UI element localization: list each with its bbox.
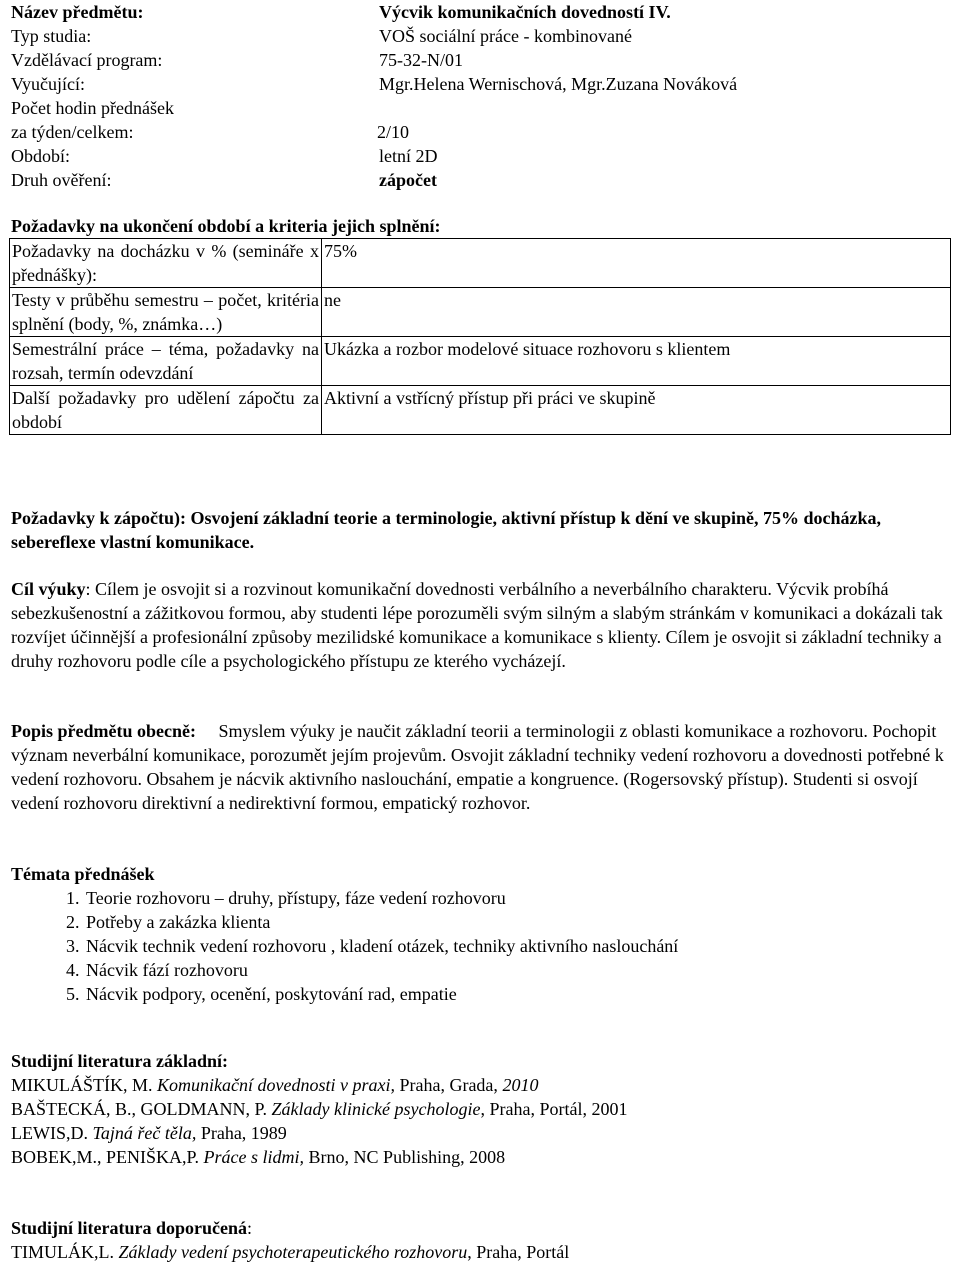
header-label: Název předmětu:	[11, 2, 144, 22]
goal-text: : Cílem je osvojit si a rozvinout komunikační dovednosti verbálního a neverbálního charakteru. Výcvik probíhá sebezkušenostní a zážitkovou formou, aby studenti lépe porozuměli svým silným a slabým stránkám v komunikaci a dokázali tak rozvíjet účinnější a profesionální způsoby mezilidské komunikace a komunikace s klienty. Cílem je osvojit si základní techniky a druhy rozhovoru podle cíle a psychologického přístupu ze kterého vycházejí.	[11, 579, 943, 671]
course-header	[11, 0, 951, 192]
topics-section	[11, 862, 951, 1006]
table-row	[10, 337, 951, 386]
literature-title: Základy vedení psychoterapeutického rozhovoru	[118, 1242, 468, 1262]
header-value: VOŠ sociální práce - kombinované	[379, 26, 632, 46]
literature-rest: Praha, Grada,	[394, 1075, 503, 1095]
description-text: Smyslem výuky je naučit základní teorii a terminologii z oblasti komunikace a rozhovoru. Pochopit význam neverbální komunikace, porozumět jejím projevům. Osvojit základní techniky vedení rozhovoru a dovednosti potřebné k vedení rozhovoru. Obsahem je nácvik aktivního naslouchání, empatie a kongruence. (Rogersovský přístup). Studenti si osvojí vedení rozhovoru direktivní a nedirektivní formou, empatický rozhovor.	[11, 721, 944, 813]
requirement-label: Požadavky na docházku v % (semináře x přednášky):	[10, 239, 322, 288]
requirement-label: Další požadavky pro udělení zápočtu za období	[10, 386, 322, 435]
table-row	[10, 239, 951, 288]
literature-title: Základy klinické psychologie	[271, 1099, 481, 1119]
goal-label: Cíl výuky	[11, 579, 86, 599]
literature-rest: , Praha, Portál	[467, 1242, 570, 1262]
description-section	[11, 719, 951, 815]
header-label: Vzdělávací program:	[11, 50, 163, 70]
literature-author: MIKULÁŠTÍK, M.	[11, 1075, 157, 1095]
requirement-label: Testy v průběhu semestru – počet, kritéria splnění (body, %, známka…)	[10, 288, 322, 337]
requirement-value: ne	[322, 288, 951, 337]
header-value: 75-32-N/01	[379, 50, 463, 70]
topics-list	[11, 886, 951, 1006]
literature-title: Práce s lidmi,	[203, 1147, 305, 1167]
credit-requirements: Požadavky k zápočtu): Osvojení základní teorie a terminologie, aktivní přístup k dění ve skupině, 75% docházka, sebereflexe vlastní komunikace.	[11, 508, 882, 552]
literature-author: TIMULÁK,L.	[11, 1242, 119, 1262]
header-label: Druh ověření:	[11, 170, 112, 190]
header-row-teachers	[11, 72, 951, 96]
topics-title: Témata přednášek	[11, 864, 155, 884]
literature-recommended-title: Studijní literatura doporučená	[11, 1218, 248, 1238]
requirement-label: Semestrální práce – téma, požadavky na rozsah, termín odevzdání	[10, 337, 322, 386]
requirements-table	[9, 238, 951, 435]
header-row-period	[11, 144, 951, 168]
literature-recommended-colon: :	[247, 1218, 253, 1238]
header-value: Mgr.Helena Wernischová, Mgr.Zuzana Nováková	[379, 74, 738, 94]
table-row	[10, 288, 951, 337]
literature-rest: , Praha, Portál, 2001	[480, 1099, 628, 1119]
requirement-value: Ukázka a rozbor modelové situace rozhovoru s klientem	[322, 337, 951, 386]
header-label: Typ studia:	[11, 26, 92, 46]
header-row-study-type	[11, 24, 951, 48]
header-row-hours	[11, 120, 951, 144]
table-row	[10, 386, 951, 435]
list-item: 1. Teorie rozhovoru – druhy, přístupy, fáze vedení rozhovoru	[84, 886, 951, 910]
header-value: 2/10	[377, 122, 410, 142]
requirements-title: Požadavky na ukončení období a kriteria jejich splnění:	[11, 216, 441, 236]
literature-recommended-section	[11, 1216, 951, 1264]
header-label: Počet hodin přednášek	[11, 98, 174, 118]
header-value: Výcvik komunikačních dovedností IV.	[379, 2, 671, 22]
literature-item	[11, 1240, 951, 1264]
header-row-course-name	[11, 0, 951, 24]
literature-year: 2010	[502, 1075, 539, 1095]
literature-basic-title: Studijní literatura základní:	[11, 1051, 229, 1071]
list-item: 2. Potřeby a zakázka klienta	[84, 910, 951, 934]
header-value: zápočet	[379, 170, 437, 190]
header-row-hours-label	[11, 96, 951, 120]
goal-section	[11, 577, 951, 673]
requirement-value: Aktivní a vstřícný přístup při práci ve skupině	[322, 386, 951, 435]
literature-title: Tajná řeč těla,	[92, 1123, 197, 1143]
literature-item	[11, 1097, 951, 1121]
header-row-program	[11, 48, 951, 72]
literature-item	[11, 1073, 951, 1097]
literature-item	[11, 1121, 951, 1145]
header-label: Vyučující:	[11, 74, 85, 94]
literature-item	[11, 1145, 951, 1169]
description-label: Popis předmětu obecně:	[11, 721, 196, 741]
list-item: 4. Nácvik fází rozhovoru	[84, 958, 951, 982]
literature-recommended-heading	[11, 1216, 951, 1240]
header-value: letní 2D	[379, 146, 438, 166]
requirements-section	[11, 214, 951, 435]
literature-basic-section	[11, 1049, 951, 1169]
literature-rest: Brno, NC Publishing, 2008	[304, 1147, 506, 1167]
literature-author: BAŠTECKÁ, B., GOLDMANN, P.	[11, 1099, 272, 1119]
header-row-assessment	[11, 168, 951, 192]
header-label: za týden/celkem:	[11, 122, 134, 142]
literature-rest: Praha, 1989	[196, 1123, 287, 1143]
list-item: 3. Nácvik technik vedení rozhovoru , kladení otázek, techniky aktivního naslouchání	[84, 934, 951, 958]
literature-author: BOBEK,M., PENIŠKA,P.	[11, 1147, 204, 1167]
header-label: Období:	[11, 146, 71, 166]
list-item: 5. Nácvik podpory, ocenění, poskytování rad, empatie	[84, 982, 951, 1006]
literature-title: Komunikační dovednosti v praxi,	[157, 1075, 395, 1095]
requirement-value: 75%	[322, 239, 951, 288]
literature-author: LEWIS,D.	[11, 1123, 93, 1143]
